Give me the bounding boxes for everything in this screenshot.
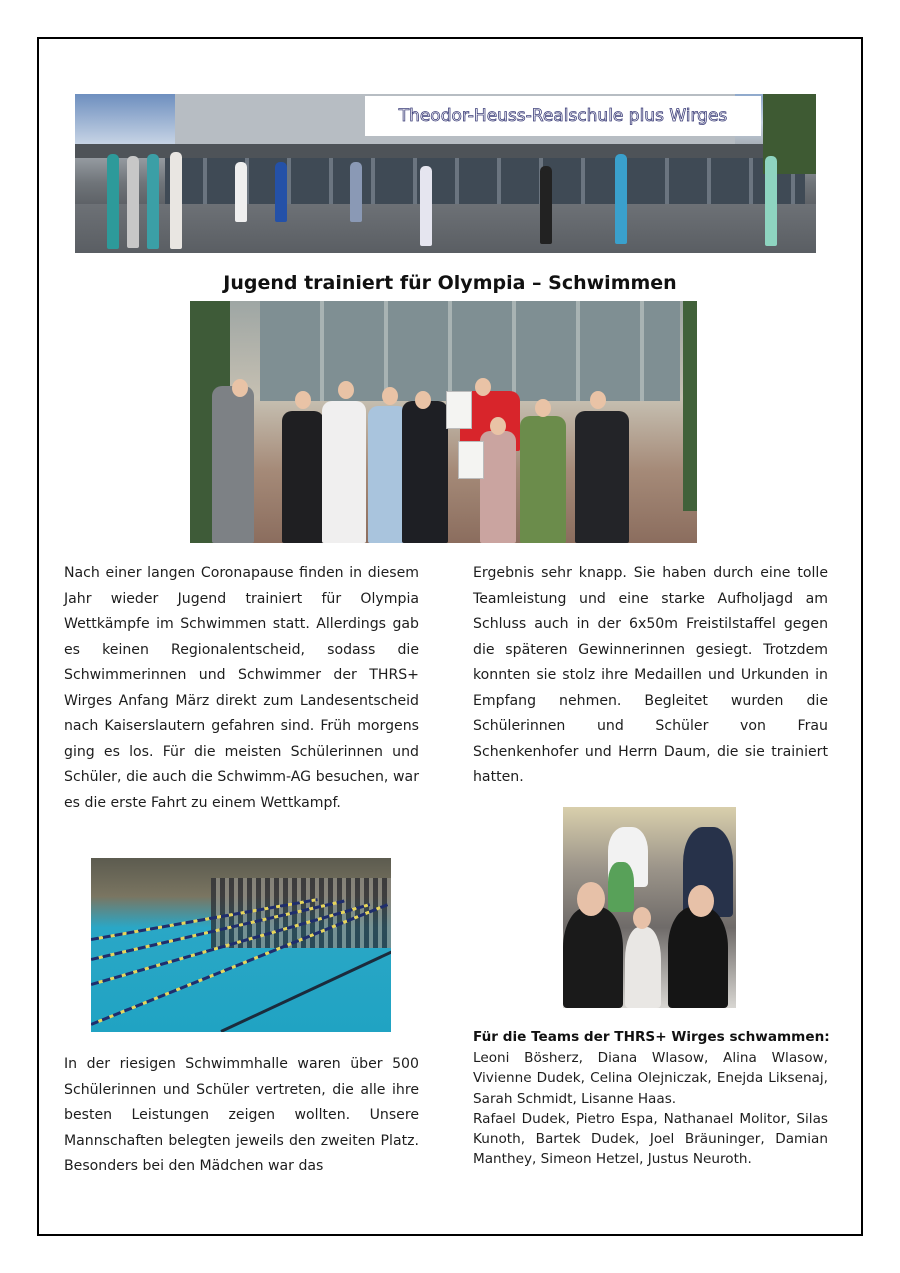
selfie-person xyxy=(563,907,623,1008)
swimming-pool-photo xyxy=(91,858,391,1032)
photo-face xyxy=(535,399,551,417)
selfie-face xyxy=(577,882,605,916)
photo-certificate xyxy=(458,441,484,479)
banner-person xyxy=(615,154,627,244)
banner-person xyxy=(765,156,777,246)
photo-student xyxy=(480,431,516,543)
team-group-photo xyxy=(190,301,697,543)
banner-facade xyxy=(165,158,805,204)
banner-person xyxy=(540,166,552,244)
banner-person xyxy=(420,166,432,246)
selfie-face xyxy=(688,885,714,917)
photo-student xyxy=(575,411,629,543)
photo-face xyxy=(382,387,398,405)
boys-team-names: Rafael Dudek, Pietro Espa, Nathanael Molitor, Silas Kunoth, Bartek Dudek, Joel Bräuninger, Damian Manthey, Simeon Hetzel, Justus Neuroth. xyxy=(473,1110,828,1168)
banner-person xyxy=(275,162,287,222)
team-list-heading: Für die Teams der THRS+ Wirges schwammen: xyxy=(473,1029,830,1045)
banner-person xyxy=(170,152,182,249)
photo-tree-right xyxy=(683,301,697,511)
banner-schoolyard xyxy=(75,204,816,253)
photo-student xyxy=(520,416,566,543)
selfie-face xyxy=(633,907,651,929)
selfie-person xyxy=(668,907,728,1008)
team-selfie-photo xyxy=(563,807,736,1008)
article-headline: Jugend trainiert für Olympia – Schwimmen xyxy=(223,272,677,294)
photo-student xyxy=(212,386,254,543)
photo-face xyxy=(232,379,248,397)
school-banner-photo xyxy=(75,94,816,253)
selfie-person xyxy=(625,927,661,1008)
girls-team-names: Leoni Bösherz, Diana Wlasow, Alina Wlasow, Vivienne Dudek, Celina Olejniczak, Enejda Liksenaj, Sarah Schmidt, Lisanne Haas. xyxy=(473,1050,828,1107)
photo-face xyxy=(415,391,431,409)
banner-person xyxy=(107,154,119,249)
photo-student xyxy=(282,411,324,543)
pool-lane-marking xyxy=(220,946,391,1032)
photo-student xyxy=(402,401,448,543)
banner-person xyxy=(147,154,159,249)
photo-glass-facade xyxy=(260,301,680,401)
selfie-person xyxy=(608,862,634,912)
photo-student xyxy=(322,401,366,543)
photo-face xyxy=(475,378,491,396)
school-name-logo: Theodor-Heuss-Realschule plus Wirges xyxy=(365,96,761,136)
photo-face xyxy=(490,417,506,435)
team-members-list xyxy=(473,1048,828,1170)
banner-person xyxy=(127,156,139,248)
article-paragraph-result: Ergebnis sehr knapp. Sie haben durch eine tolle Teamleistung und eine starke Aufholjagd am Schluss auch in der 6x50m Freistilstaffel gegen die späteren Gewinnerinnen gesiegt. Trotzdem konnten sie stolz ihre Medaillen und Urkunden in Empfang nehmen. Begleitet wurden die Schülerinnen und Schüler von Frau Schenkenhofer und Herrn Daum, die sie trainiert hatten. xyxy=(473,565,828,785)
photo-face xyxy=(295,391,311,409)
article-paragraph-competition: In der riesigen Schwimmhalle waren über 500 Schülerinnen und Schüler vertreten, die alle ihre besten Leistungen zeigen wollten. Unsere Mannschaften belegten jeweils den zweiten Platz. Besonders bei den Mädchen war das xyxy=(64,1056,419,1174)
photo-certificate xyxy=(446,391,472,429)
article-paragraph-intro: Nach einer langen Coronapause finden in diesem Jahr wieder Jugend trainiert für Olympia Wettkämpfe im Schwimmen statt. Allerdings gab es keinen Regionalentscheid, sodass die Schwimmerinnen und Schwimmer der THRS+ Wirges Anfang März direkt zum Landesentscheid nach Kaiserslautern gefahren sind. Früh morgens ging es los. Für die meisten Schülerinnen und Schüler, die auch die Schwimm-AG besuchen, war es die erste Fahrt zu einem Wettkampf. xyxy=(64,565,419,811)
banner-roof xyxy=(75,144,816,158)
photo-face xyxy=(590,391,606,409)
banner-person xyxy=(350,162,362,222)
banner-person xyxy=(235,162,247,222)
photo-face xyxy=(338,381,354,399)
